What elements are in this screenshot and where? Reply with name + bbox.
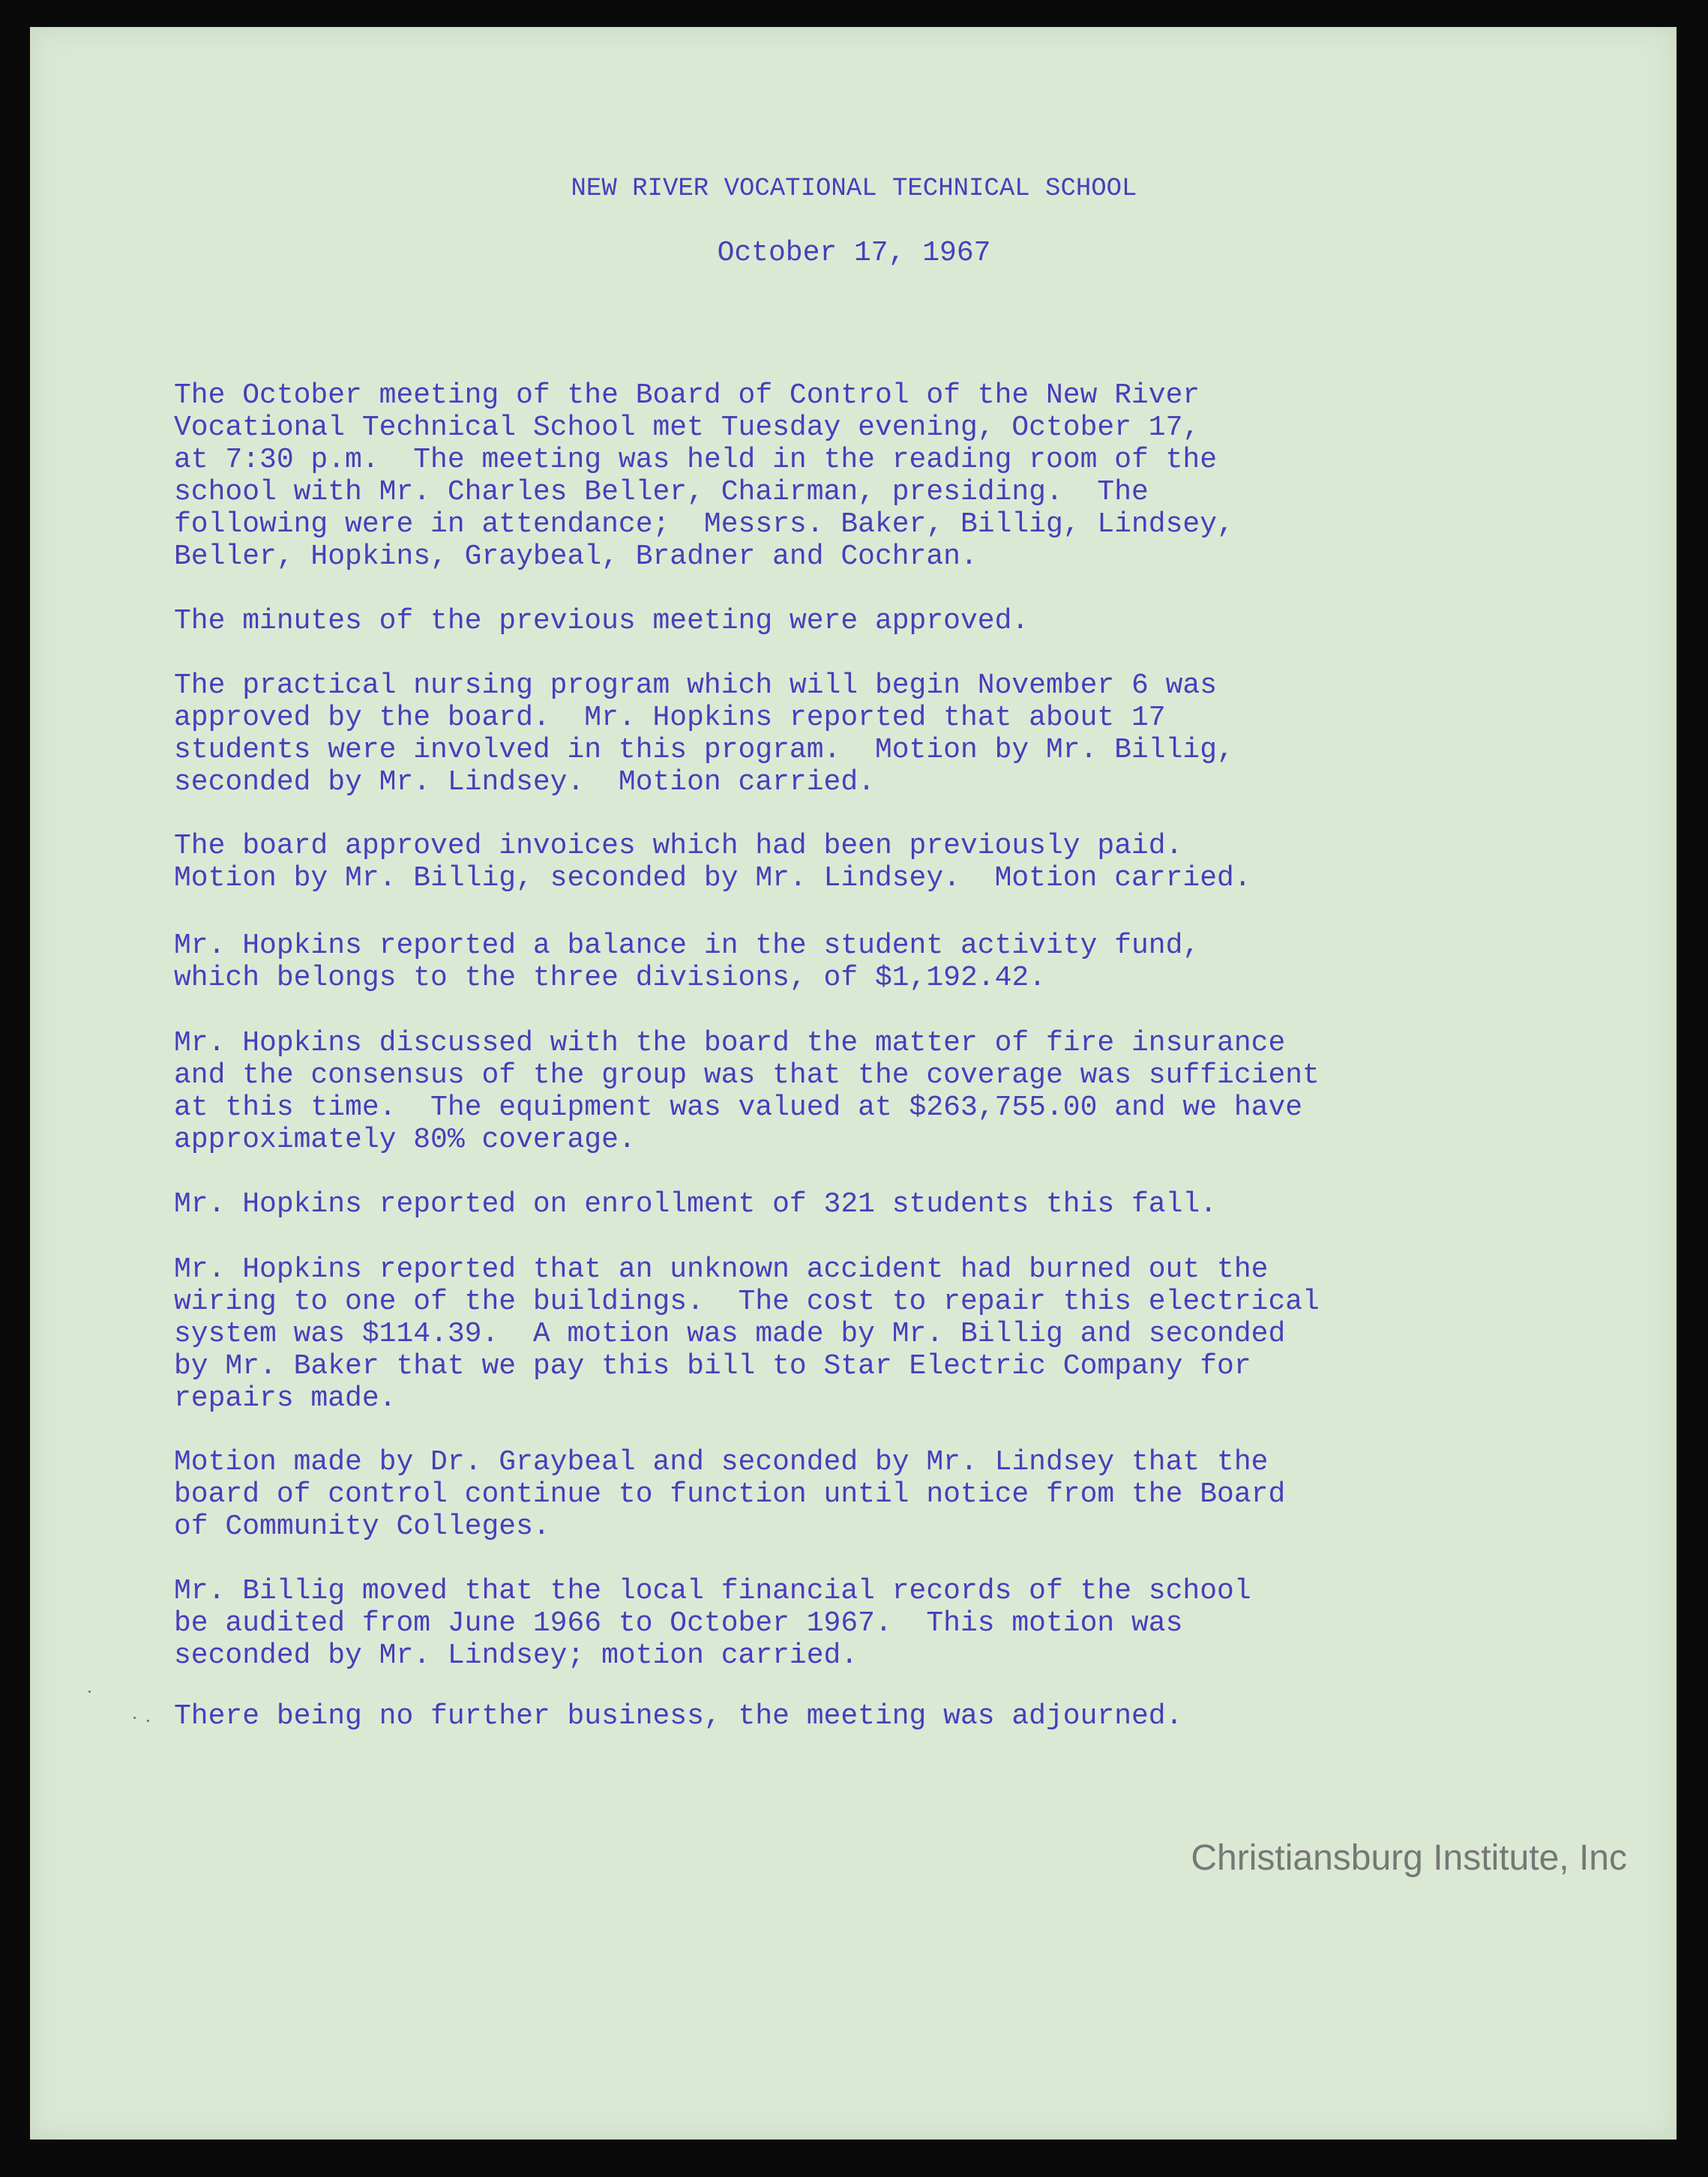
paragraph-attendance: The October meeting of the Board of Control of the New River Vocational Technical School met Tuesday evening, October 17, at 7:30 p.m. The meeting was held in the reading room of the school with Mr. Charles Beller, Chairman, presiding. The following were in attendance; Messrs. Baker, Billig, Lindsey, Beller, Hopkins, Graybeal, Bradner and Cochran. (174, 379, 1234, 573)
watermark-credit: Christiansburg Institute, Inc (1191, 1838, 1627, 1878)
paragraph-activity-fund: Mr. Hopkins reported a balance in the student activity fund, which belongs to the three divisions, of $1,192.42. (174, 930, 1200, 994)
paragraph-invoices: The board approved invoices which had been previously paid. Motion by Mr. Billig, seconded by Mr. Lindsey. Motion carried. (174, 830, 1251, 894)
document-title: NEW RIVER VOCATIONAL TECHNICAL SCHOOL (571, 175, 1137, 203)
paragraph-fire-insurance: Mr. Hopkins discussed with the board the matter of fire insurance and the consensus of the group was that the coverage was sufficient at this time. The equipment was valued at $263,755.00 and we have approximately 80% coverage. (174, 1027, 1320, 1156)
paper-speck (147, 1720, 149, 1722)
paragraph-nursing-program: The practical nursing program which will begin November 6 was approved by the board. Mr. Hopkins reported that about 17 students were involved in this program. Motion by Mr. Billig, seconded by Mr. Lindsey. Motion carried. (174, 669, 1234, 798)
paragraph-minutes: The minutes of the previous meeting were approved. (174, 605, 1029, 637)
paragraph-audit: Mr. Billig moved that the local financial records of the school be audited from June 1966 to October 1967. This motion was seconded by Mr. Lindsey; motion carried. (174, 1575, 1251, 1672)
paragraph-board-function: Motion made by Dr. Graybeal and seconded by Mr. Lindsey that the board of control continue to function until notice from the Board of Community Colleges. (174, 1446, 1286, 1543)
paragraph-electrical-repair: Mr. Hopkins reported that an unknown accident had burned out the wiring to one of the buildings. The cost to repair this electrical system was $114.39. A motion was made by Mr. Billig and seconded by Mr. Baker that we pay this bill to Star Electric Company for repairs made. (174, 1253, 1320, 1415)
paragraph-enrollment: Mr. Hopkins reported on enrollment of 321 students this fall. (174, 1188, 1218, 1220)
document-date: October 17, 1967 (717, 237, 991, 269)
paragraph-adjournment: There being no further business, the meeting was adjourned. (174, 1700, 1183, 1732)
paper-speck (133, 1717, 136, 1719)
paper-speck (88, 1690, 91, 1693)
